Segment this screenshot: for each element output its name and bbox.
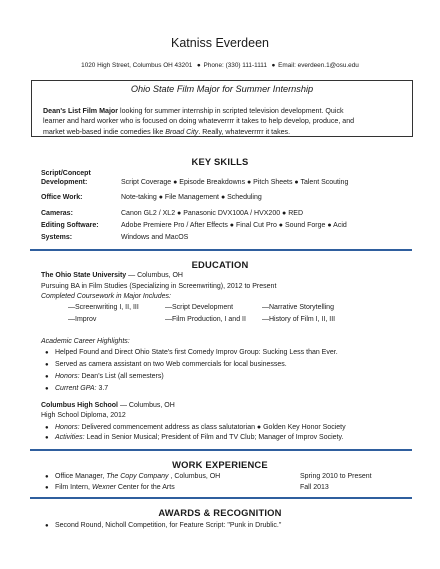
job-item [55, 473, 220, 482]
objective-line1: looking for summer internship in scripted television development. Quick [118, 107, 344, 115]
course-item: —Script Development [165, 304, 234, 311]
gpa-value: 3.7 [96, 385, 109, 392]
osu-honors [55, 373, 164, 382]
job-place: Center for the Arts [115, 484, 175, 491]
job-item [55, 484, 175, 493]
objective-lead: Dean's List Film Major [43, 107, 119, 115]
bullet-icon: ● [45, 425, 49, 431]
section-divider [30, 249, 412, 251]
bullet-icon: ● [269, 62, 276, 69]
skill-label: Office Work: [41, 194, 83, 201]
skill-label-line: Script/Concept [41, 170, 91, 177]
skill-label: Systems: [41, 234, 73, 241]
hs-activities [55, 434, 343, 443]
hs-school-line [41, 402, 175, 411]
skills-title: KEY SKILLS [191, 156, 249, 167]
hs-diploma: High School Diploma, 2012 [41, 412, 126, 419]
honors-label: Honors: [55, 373, 80, 380]
bullet-icon: ● [45, 485, 49, 491]
objective-line3a: market web-based indie comedies like [43, 127, 166, 136]
award-item: Second Round, Nicholl Competition, for Feature Script: "Punk in Drublic." [55, 522, 282, 529]
osu-degree: Pursuing BA in Film Studies (Specializing in Screenwriting), 2012 to Present [41, 283, 277, 290]
awards-title: AWARDS & RECOGNITION [158, 507, 282, 518]
job-company: The Copy Company [106, 473, 169, 480]
bullet-icon: ● [45, 374, 49, 380]
course-item: —Narrative Storytelling [262, 304, 334, 311]
bullet-icon: ● [45, 362, 49, 368]
objective-title: Ohio State Film Major for Summer Internship [130, 84, 314, 94]
honors-value: Delivered commencement address as class salutatorian ● Golden Key Honor Society [79, 424, 346, 431]
course-item: —Improv [68, 316, 97, 323]
skill-value: Adobe Premiere Pro / After Effects ● Final Cut Pro ● Sound Forge ● Acid [121, 222, 347, 229]
bullet-icon: ● [45, 435, 49, 441]
activities-value: Lead in Senior Musical; President of Film and TV Club; Manager of Improv Society. [84, 434, 344, 441]
candidate-name: Katniss Everdeen [171, 36, 269, 50]
skill-value: Canon GL2 / XL2 ● Panasonic DVX100A / HVX200 ● RED [121, 210, 304, 217]
skill-label [41, 170, 91, 187]
work-title: WORK EXPERIENCE [172, 459, 268, 470]
bullet-icon: ● [45, 523, 49, 529]
highlight-item: Helped Found and Direct Ohio State's first Comedy Improv Group: Sucking Less than Ever. [55, 349, 338, 356]
activities-label: Activities: [55, 434, 85, 441]
skill-label-line: Development: [41, 178, 88, 186]
bullet-icon: ● [195, 62, 201, 69]
skill-value: Note-taking ● File Management ● Scheduling [121, 194, 262, 201]
bullet-icon: ● [45, 386, 49, 392]
objective-line2: learner and hard worker who is focused on doing whateverrrr it takes to help develop, produce, and [43, 117, 355, 126]
osu-school: The Ohio State University [41, 272, 127, 279]
education-title: EDUCATION [191, 259, 249, 270]
osu-location: — Columbus, OH [126, 272, 183, 279]
bullet-icon: ● [45, 474, 49, 480]
objective-show: Broad City [165, 127, 199, 136]
section-divider [30, 497, 412, 499]
job-dates: Spring 2010 to Present [300, 473, 372, 480]
skill-value: Windows and MacOS [121, 234, 189, 241]
objective-text [43, 106, 408, 137]
contact-line [0, 62, 440, 69]
job-role: Film Intern, [55, 484, 92, 491]
honors-label: Honors: [55, 424, 80, 431]
highlights-label: Academic Career Highlights: [41, 338, 130, 345]
phone: Phone: (330) 111-1111 [203, 62, 267, 69]
hs-honors [55, 424, 346, 433]
email: Email: everdeen.1@osu.edu [278, 62, 359, 69]
osu-school-line [41, 272, 183, 281]
gpa-label: Current GPA: [55, 385, 97, 392]
skill-label: Cameras: [41, 210, 73, 217]
job-place: , Columbus, OH [168, 473, 221, 480]
course-item: —History of Film I, II, III [262, 316, 336, 323]
skill-label: Editing Software: [41, 222, 99, 229]
job-dates: Fall 2013 [300, 484, 329, 491]
hs-location: — Columbus, OH [118, 402, 175, 409]
osu-gpa [55, 385, 108, 394]
job-company: Wexner [91, 484, 116, 491]
job-role: Office Manager, [55, 473, 107, 480]
course-item: —Screenwriting I, II, III [68, 304, 139, 311]
objective-line3b: . Really, whateverrrrr it takes. [198, 127, 291, 136]
highlight-item: Served as camera assistant on two Web commercials for local businesses. [55, 361, 287, 368]
coursework-label: Completed Coursework in Major Includes: [41, 293, 171, 300]
address: 1020 High Street, Columbus OH 43201 [81, 62, 193, 69]
hs-school: Columbus High School [41, 402, 118, 409]
section-divider [30, 449, 412, 451]
honors-value: Dean's List (all semesters) [79, 373, 164, 380]
bullet-icon: ● [45, 350, 49, 356]
skill-value: Script Coverage ● Episode Breakdowns ● Pitch Sheets ● Talent Scouting [121, 179, 349, 186]
course-item: —Film Production, I and II [165, 316, 246, 323]
